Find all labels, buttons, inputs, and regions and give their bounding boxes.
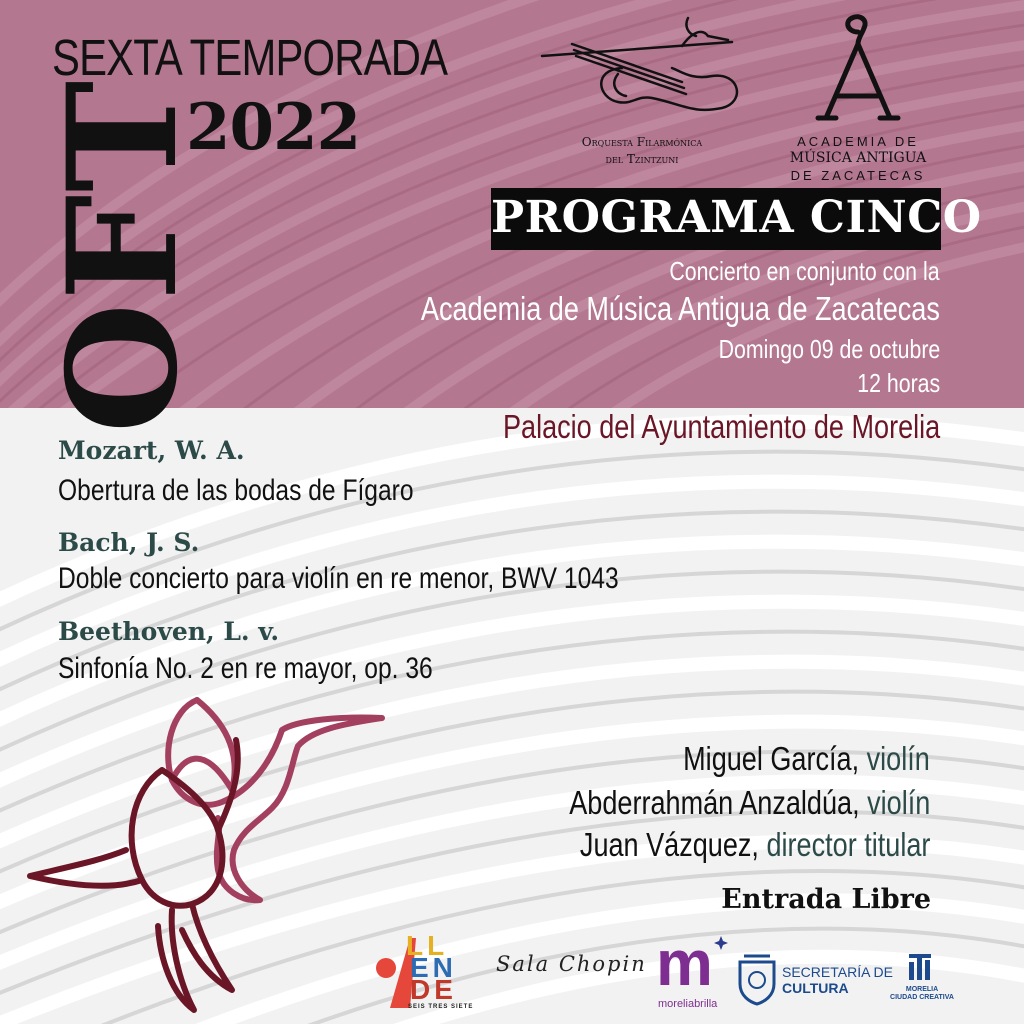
program-title: PROGRAMA CINCO	[491, 192, 982, 243]
composer-name: Bach, J. S.	[58, 528, 200, 557]
academy-name-line3: DE ZACATECAS	[790, 168, 926, 183]
program-date: Domingo 09 de octubre	[718, 334, 940, 364]
work-title: Sinfonía No. 2 en re mayor, op. 36	[58, 652, 433, 685]
program-partner: Academia de Música Antigua de Zacatecas	[421, 290, 940, 327]
ciudad-line1: MORELIA	[905, 986, 939, 993]
allende-ll: LL	[406, 930, 449, 961]
sponsor-logos	[370, 927, 970, 1020]
secretaria-line1: SECRETARÍA DE	[782, 964, 893, 980]
academy-name-line2: MÚSICA ANTIGUA	[789, 150, 927, 166]
coat-of-arms-icon	[736, 954, 778, 1006]
music-bars-icon	[907, 952, 937, 982]
performer-role: director titular	[766, 826, 930, 863]
ciudad-line2: CIUDAD CREATIVA	[890, 994, 954, 1001]
admission-label: Entrada Libre	[721, 884, 931, 915]
work-title: Obertura de las bodas de Fígaro	[58, 474, 414, 507]
violin-bird-icon	[532, 10, 752, 135]
performer-name: Miguel García,	[683, 740, 860, 777]
morelia-brilla-logo	[656, 927, 734, 1020]
orchestra-logo	[532, 10, 752, 180]
morelia-mark: m	[656, 927, 713, 999]
oft-vertical-title	[35, 78, 211, 434]
sala-chopin-logo: Sala Chopin	[496, 952, 647, 976]
orchestra-name-line2: del Tzintzuni	[605, 152, 679, 166]
composer-name: Mozart, W. A.	[58, 436, 245, 465]
oft-initials: OFT	[35, 78, 211, 434]
performer-line	[683, 740, 930, 778]
morelia-ciudad-creativa-logo	[876, 930, 968, 1020]
composer-name: Beethoven, L. v.	[58, 617, 280, 646]
academy-name-line1: ACADEMIA DE	[797, 134, 919, 149]
program-venue: Palacio del Ayuntamiento de Morelia	[502, 408, 940, 445]
hummingbird-icon	[22, 690, 392, 1020]
morelia-text: moreliabrilla	[658, 998, 718, 1010]
work-title: Doble concierto para violín en re menor, BWV 1043	[58, 562, 619, 595]
performer-line	[580, 826, 930, 864]
allende-de: DE	[410, 974, 457, 1005]
secretaria-line2: CULTURA	[782, 980, 849, 996]
performer-name: Abderrahmán Anzaldúa,	[568, 784, 860, 821]
allende-en: EN	[410, 952, 457, 983]
season-year: 2022	[186, 90, 361, 165]
orchestra-name-line1: Orquesta Filarmónica	[581, 135, 703, 149]
program-subtitle: Concierto en conjunto con la	[669, 256, 940, 286]
secretaria-cultura-logo	[736, 930, 896, 1020]
performer-name: Juan Vázquez,	[579, 826, 759, 863]
program-time: 12 horas	[857, 368, 940, 398]
season-title: SEXTA TEMPORADA	[52, 29, 448, 86]
allende-subtitle: SEIS TRES SIETE	[408, 1004, 474, 1010]
sparkle-icon	[714, 936, 728, 950]
performer-role: violín	[866, 784, 930, 821]
performer-role: violín	[866, 740, 930, 777]
academy-logo	[778, 10, 938, 183]
performer-line	[569, 784, 930, 822]
program-title-box	[491, 188, 982, 250]
allende-logo	[370, 930, 490, 1020]
scroll-a-icon	[778, 10, 938, 130]
